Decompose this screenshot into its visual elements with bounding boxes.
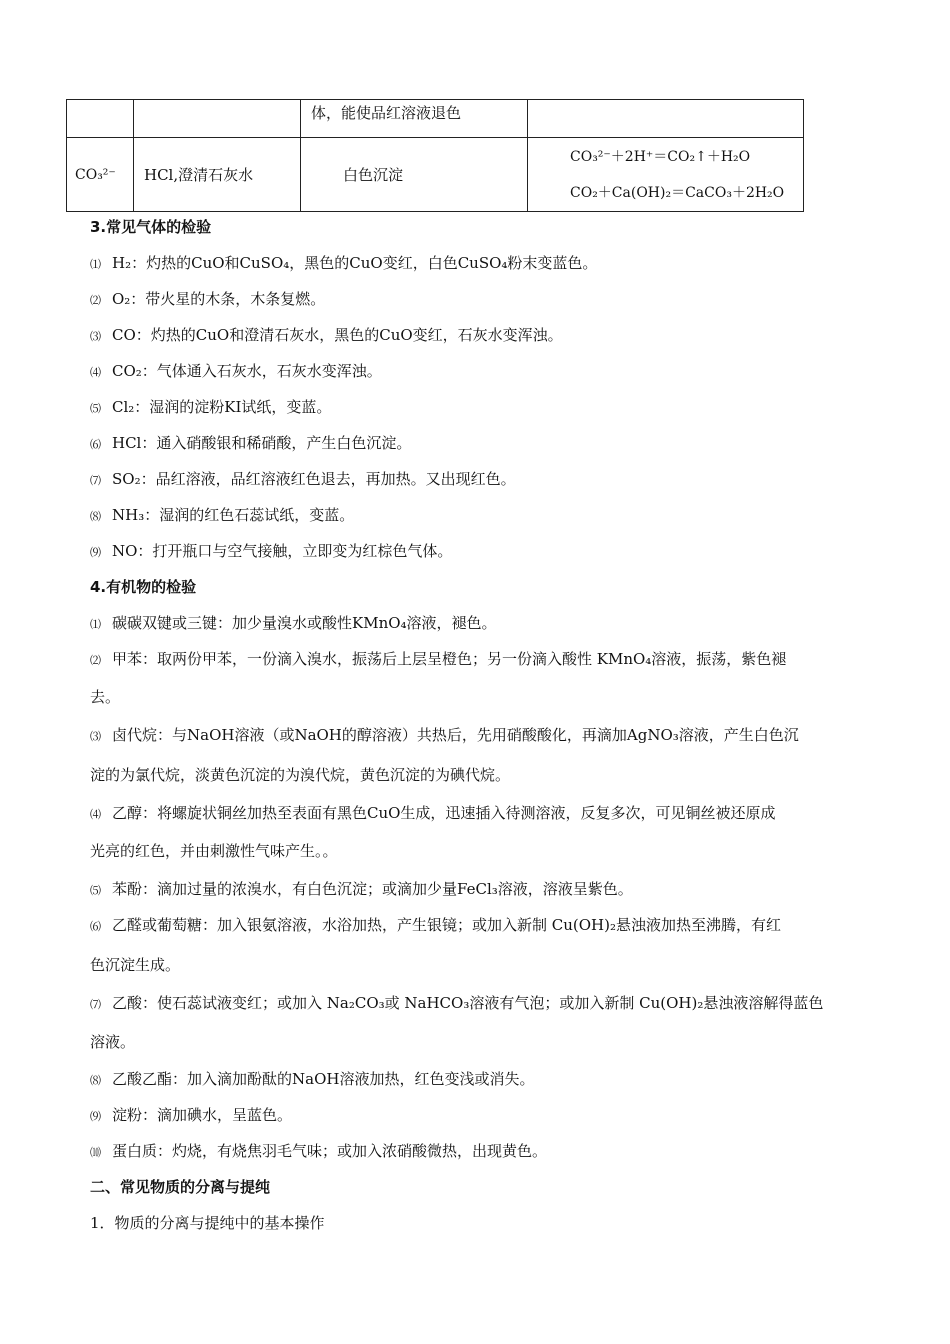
table-cell <box>134 138 301 212</box>
list-item: ⑸ 苯酚：滴加过量的浓溴水，有白色沉淀；或滴加少量FeCl₃溶液，溶液呈紫色。 <box>90 880 633 898</box>
ion-label: CO₃²⁻ <box>75 166 116 183</box>
list-item: ⑼ 淀粉：滴加碘水，呈蓝色。 <box>90 1106 293 1124</box>
list-item: ⑶ CO：灼热的CuO和澄清石灰水，黑色的CuO变红，石灰水变浑浊。 <box>90 326 563 344</box>
table-cell <box>528 100 804 138</box>
list-item: ⑺ SO₂：品红溶液，品红溶液红色退去，再加热。又出现红色。 <box>90 470 516 488</box>
section-3-heading: 3.常见气体的检验 <box>90 218 212 236</box>
ion-test-table <box>66 99 804 212</box>
table-cell <box>301 138 528 212</box>
list-item: ⑴ 碳碳双键或三键：加少量溴水或酸性KMnO₄溶液，褪色。 <box>90 614 497 632</box>
list-item: ⑹ HCl：通入硝酸银和稀硝酸，产生白色沉淀。 <box>90 434 412 452</box>
table-row <box>67 138 804 212</box>
reagent-text: HCl,澄清石灰水 <box>144 166 254 184</box>
list-item: ⑸ Cl₂：湿润的淀粉KI试纸，变蓝。 <box>90 398 332 416</box>
subsection-heading: 1．物质的分离与提纯中的基本操作 <box>90 1214 325 1232</box>
list-item: ⑽ 蛋白质：灼烧，有烧焦羽毛气味；或加入浓硝酸微热，出现黄色。 <box>90 1142 548 1160</box>
list-item: ⑹ 乙醛或葡萄糖：加入银氨溶液，水浴加热，产生银镜；或加入新制 Cu(OH)₂悬浊液加热至沸腾，有红 <box>90 916 782 934</box>
list-item: ⑻ 乙酸乙酯：加入滴加酚酞的NaOH溶液加热，红色变浅或消失。 <box>90 1070 535 1088</box>
list-item-continuation: 光亮的红色，并由刺激性气味产生。。 <box>90 842 338 860</box>
table-cell <box>134 100 301 138</box>
list-item-continuation: 溶液。 <box>90 1033 136 1051</box>
list-item: ⑴ H₂：灼热的CuO和CuSO₄，黑色的CuO变红，白色CuSO₄粉末变蓝色。 <box>90 254 598 272</box>
table-cell <box>67 138 134 212</box>
list-item: ⑼ NO：打开瓶口与空气接触，立即变为红棕色气体。 <box>90 542 453 560</box>
list-item: ⑺ 乙酸：使石蕊试液变红；或加入 Na₂CO₃或 NaHCO₃溶液有气泡；或加入新制 Cu(OH)₂悬浊液溶解得蓝色 <box>90 994 824 1012</box>
table-cell <box>528 138 804 212</box>
list-item-continuation: 色沉淀生成。 <box>90 956 181 974</box>
equation-1: CO₃²⁻＋2H⁺＝CO₂↑＋H₂O <box>570 148 751 165</box>
section-4-heading: 4.有机物的检验 <box>90 578 197 596</box>
section-two-heading: 二、常见物质的分离与提纯 <box>90 1178 271 1196</box>
table-row <box>67 100 804 138</box>
list-item-continuation: 淀的为氯代烷，淡黄色沉淀的为溴代烷，黄色沉淀的为碘代烷。 <box>90 766 511 784</box>
equation-2: CO₂＋Ca(OH)₂＝CaCO₃＋2H₂O <box>570 184 785 201</box>
table-cell <box>67 100 134 138</box>
list-item: ⑵ 甲苯：取两份甲苯，一份滴入溴水，振荡后上层呈橙色；另一份滴入酸性 KMnO₄溶液，振荡，紫色褪 <box>90 650 787 668</box>
list-item: ⑵ O₂：带火星的木条，木条复燃。 <box>90 290 326 308</box>
list-item: ⑷ 乙醇：将螺旋状铜丝加热至表面有黑色CuO生成，迅速插入待测溶液，反复多次，可见铜丝被还原成 <box>90 804 776 822</box>
list-item: ⑶ 卤代烷：与NaOH溶液（或NaOH的醇溶液）共热后，先用硝酸酸化，再滴加AgNO₃溶液，产生白色沉 <box>90 726 799 744</box>
phenomenon-text: 白色沉淀 <box>343 166 404 184</box>
list-item-continuation: 去。 <box>90 688 121 706</box>
list-item: ⑷ CO₂：气体通入石灰水，石灰水变浑浊。 <box>90 362 382 380</box>
list-item: ⑻ NH₃：湿润的红色石蕊试纸，变蓝。 <box>90 506 355 524</box>
table-cell <box>301 100 528 138</box>
phenomenon-text: 体，能使品红溶液退色 <box>311 104 462 122</box>
